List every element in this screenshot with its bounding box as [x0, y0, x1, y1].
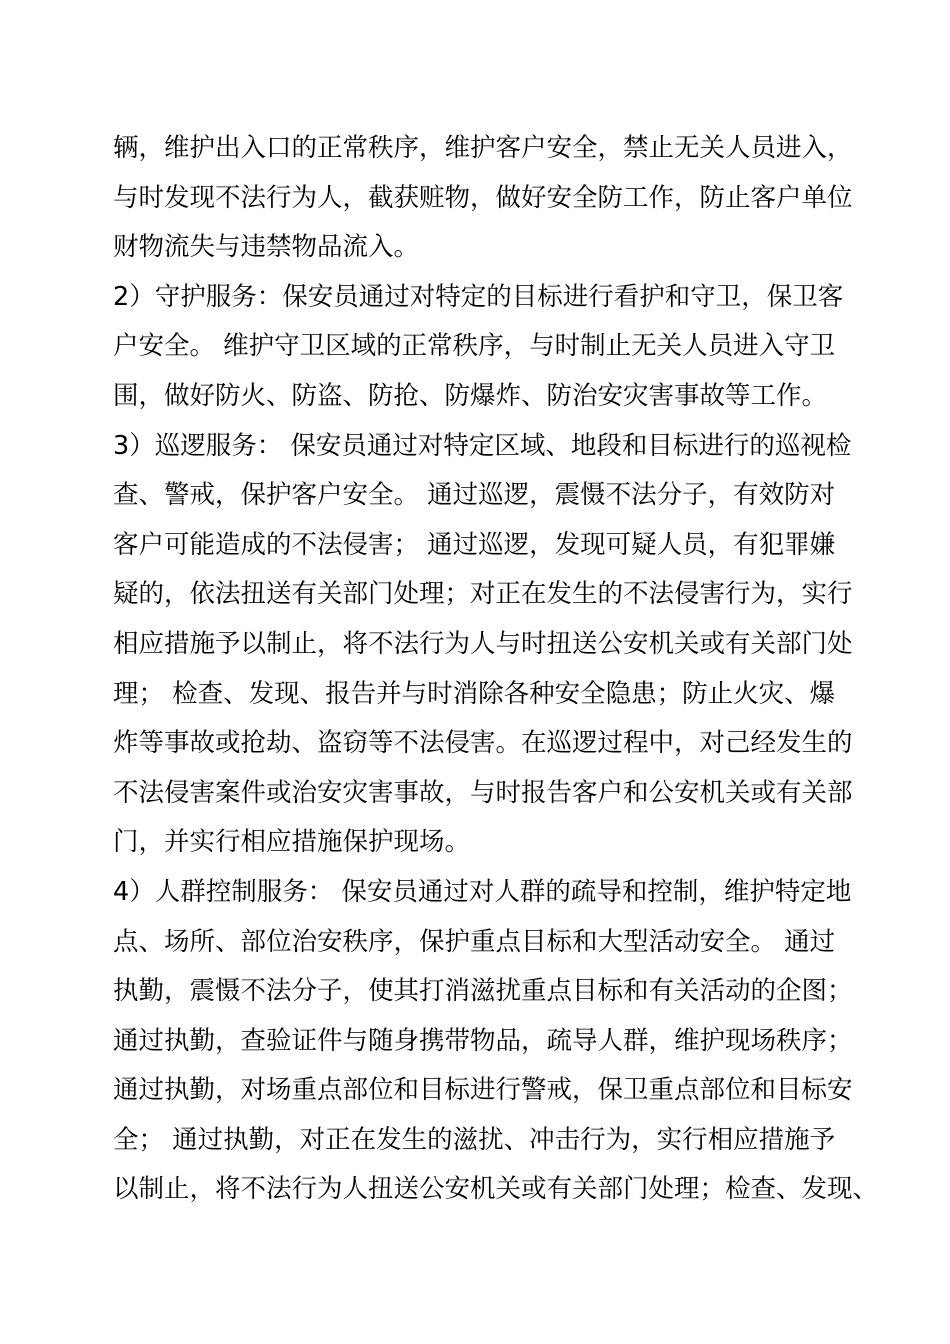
text-line: 与时发现不法行为人，截获赃物，做好安全防工作，防止客户单位 [113, 182, 853, 213]
document-body [113, 124, 879, 1215]
text-line: 门，并实行相应措施保护现场。 [113, 827, 471, 858]
text-line: 全； 通过执勤，对正在发生的滋扰、冲击行为，实行相应措施予 [113, 1124, 836, 1155]
text-line: 客户可能造成的不法侵害； 通过巡逻，发现可疑人员，有犯罪嫌 [113, 529, 836, 560]
text-line: 财物流失与违禁物品流入。 [113, 232, 420, 263]
text-line: 围，做好防火、防盗、防抢、防爆炸、防治安灾害事故等工作。 [113, 380, 828, 411]
text-line: 点、场所、部位治安秩序，保护重点目标和大型活动安全。 通过 [113, 926, 836, 957]
text-line: 不法侵害案件或治安灾害事故，与时报告客户和公安机关或有关部 [113, 777, 853, 808]
text-line: 4）人群控制服务： 保安员通过对人群的疏导和控制，维护特定地 [113, 876, 852, 907]
text-line: 辆，维护出入口的正常秩序，维护客户安全，禁止无关人员进入， [113, 133, 853, 163]
text-line: 疑的，依法扭送有关部门处理；对正在发生的不法侵害行为，实行 [113, 579, 853, 610]
text-line: 户安全。 维护守卫区域的正常秩序，与时制止无关人员进入守卫 [113, 331, 836, 362]
text-line: 炸等事故或抢劫、盗窃等不法侵害。在巡逻过程中，对己经发生的 [113, 728, 853, 759]
text-line: 相应措施予以制止，将不法行为人与时扭送公安机关或有关部门处 [113, 628, 853, 659]
text-line: 理； 检查、发现、报告并与时消除各种安全隐患；防止火灾、爆 [113, 678, 836, 709]
text-line: 执勤，震慑不法分子，使其打消滋扰重点目标和有关活动的企图； [113, 976, 853, 1007]
text-line: 以制止，将不法行为人扭送公安机关或有关部门处理；检查、发现、 [113, 1174, 879, 1205]
text-line: 通过执勤，对场重点部位和目标进行警戒，保卫重点部位和目标安 [113, 1075, 853, 1106]
text-line: 通过执勤，查验证件与随身携带物品，疏导人群，维护现场秩序； [113, 1025, 853, 1056]
text-line: 查、警戒，保护客户安全。 通过巡逻，震慑不法分子，有效防对 [113, 480, 836, 511]
text-line: 3）巡逻服务： 保安员通过对特定区域、地段和目标进行的巡视检 [113, 430, 852, 461]
text-line: 2）守护服务：保安员通过对特定的目标进行看护和守卫，保卫客 [113, 281, 844, 312]
